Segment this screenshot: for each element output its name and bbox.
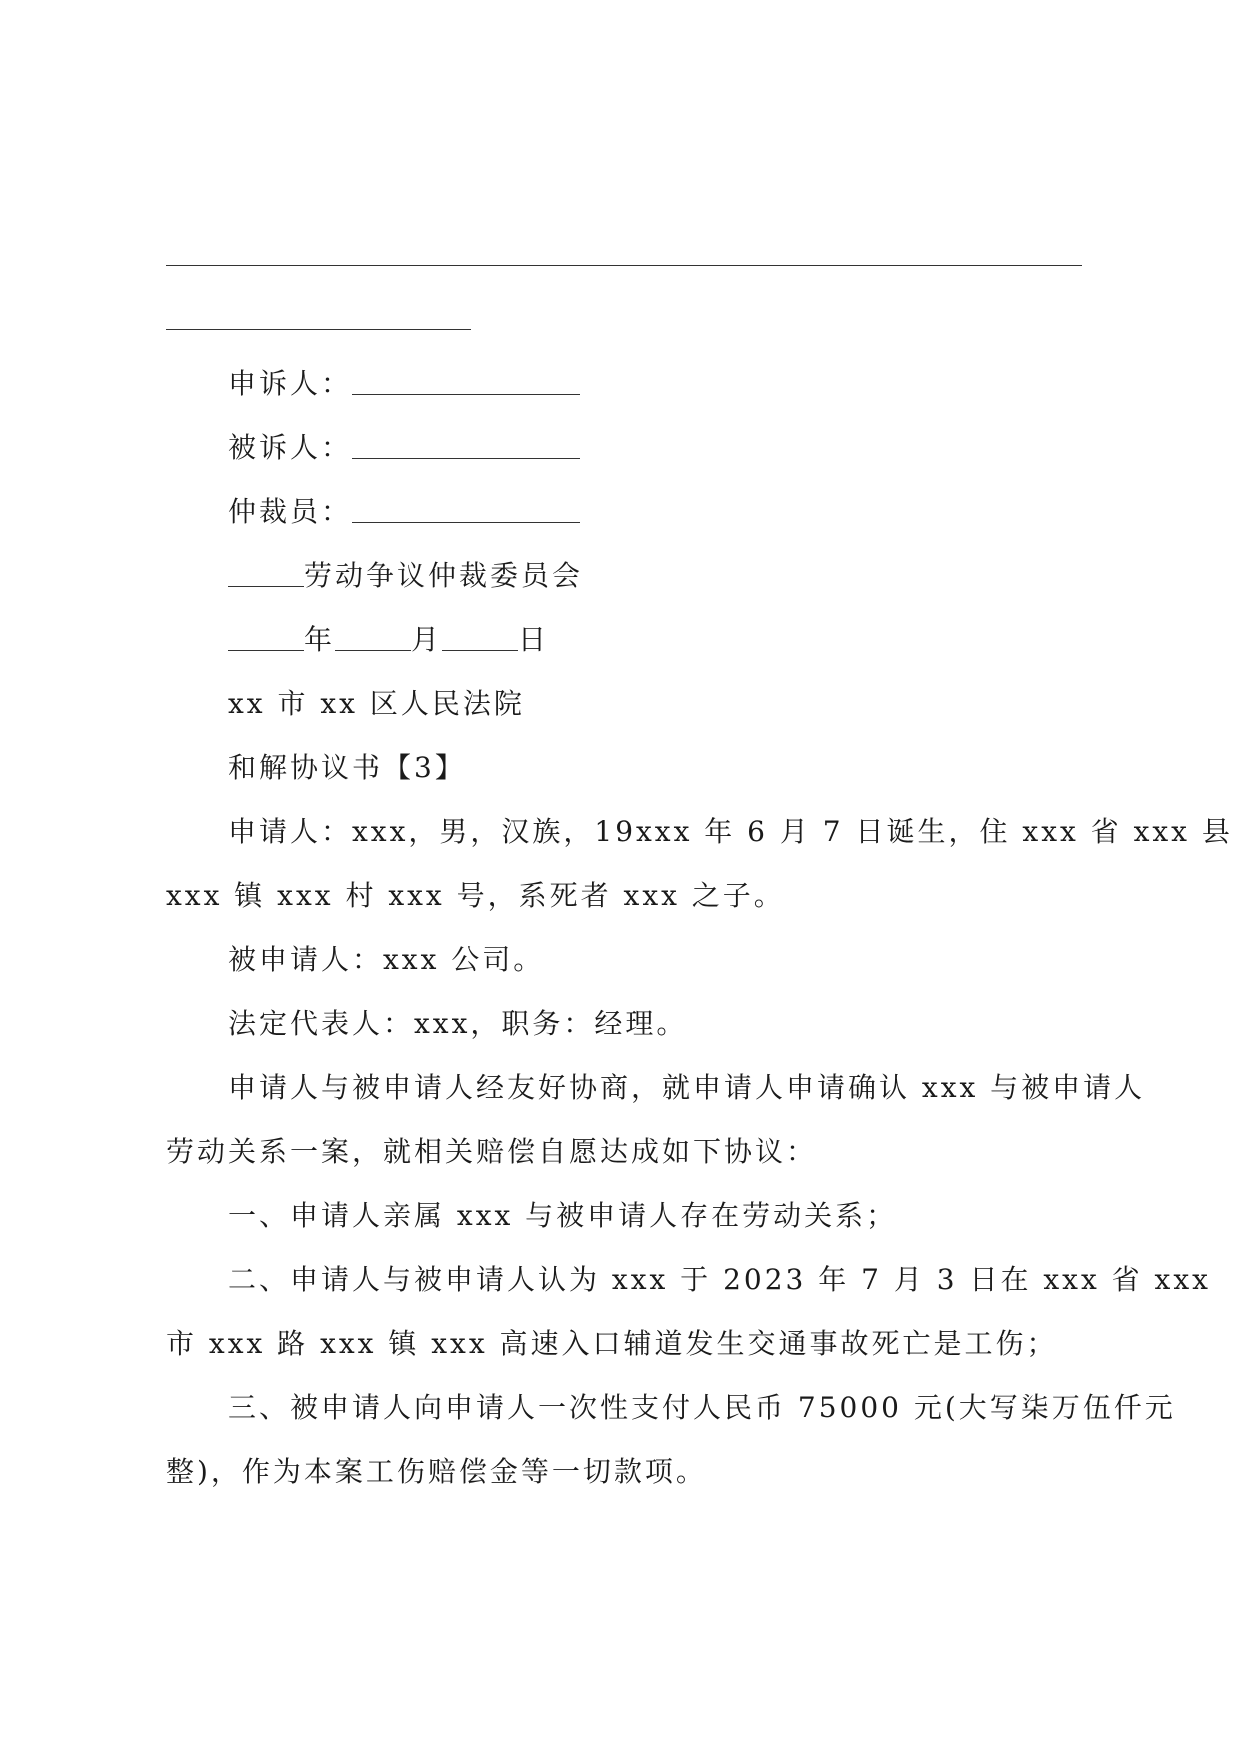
legal-representative-line: 法定代表人：xxx，职务：经理。 (228, 1007, 688, 1040)
day-blank (442, 620, 518, 651)
year-label: 年 (304, 623, 336, 656)
respondent-blank (352, 428, 580, 459)
applicant-info-line: 申请人：xxx，男，汉族，19xxx 年 6 月 7 日诞生，住 xxx 省 xxx 县 (228, 815, 1233, 848)
applicant-signature-line (228, 364, 580, 404)
applicant-info-line: xxx 镇 xxx 村 xxx 号，系死者 xxx 之子。 (166, 879, 785, 912)
blank-fill-line (166, 265, 1082, 266)
clause-2-continued: 市 xxx 路 xxx 镇 xxx 高速入口辅道发生交通事故死亡是工伤； (166, 1327, 1058, 1360)
clause-2: 二、申请人与被申请人认为 xxx 于 2023 年 7 月 3 日在 xxx 省 xxx (228, 1263, 1211, 1296)
committee-blank (228, 556, 304, 587)
clause-3: 三、被申请人向申请人一次性支付人民币 75000 元(大写柒万伍仟元 (228, 1391, 1176, 1424)
respondent-label: 被诉人： (228, 431, 353, 464)
arbitrator-signature-line (228, 492, 580, 532)
month-label: 月 (411, 623, 443, 656)
blank-fill-line-end (166, 329, 471, 330)
clause-3-continued: 整)，作为本案工伤赔偿金等一切款项。 (166, 1455, 707, 1488)
applicant-label: 申诉人： (228, 367, 353, 400)
arbitrator-label: 仲裁员： (228, 495, 353, 528)
day-label: 日 (518, 623, 550, 656)
preamble-line: 申请人与被申请人经友好协商，就申请人申请确认 xxx 与被申请人 (228, 1071, 1146, 1104)
preamble-line: 劳动关系一案，就相关赔偿自愿达成如下协议： (166, 1135, 818, 1168)
respondent-info-line: 被申请人：xxx 公司。 (228, 943, 545, 976)
committee-line (228, 556, 583, 596)
respondent-signature-line (228, 428, 580, 468)
month-blank (335, 620, 411, 651)
committee-name: 劳动争议仲裁委员会 (304, 559, 584, 592)
applicant-blank (352, 364, 580, 395)
court-name: xx 市 xx 区人民法院 (228, 687, 525, 720)
arbitrator-blank (352, 492, 580, 523)
section-heading: 和解协议书【3】 (228, 751, 466, 784)
clause-1: 一、申请人亲属 xxx 与被申请人存在劳动关系； (228, 1199, 898, 1232)
year-blank (228, 620, 304, 651)
date-line (228, 620, 549, 660)
